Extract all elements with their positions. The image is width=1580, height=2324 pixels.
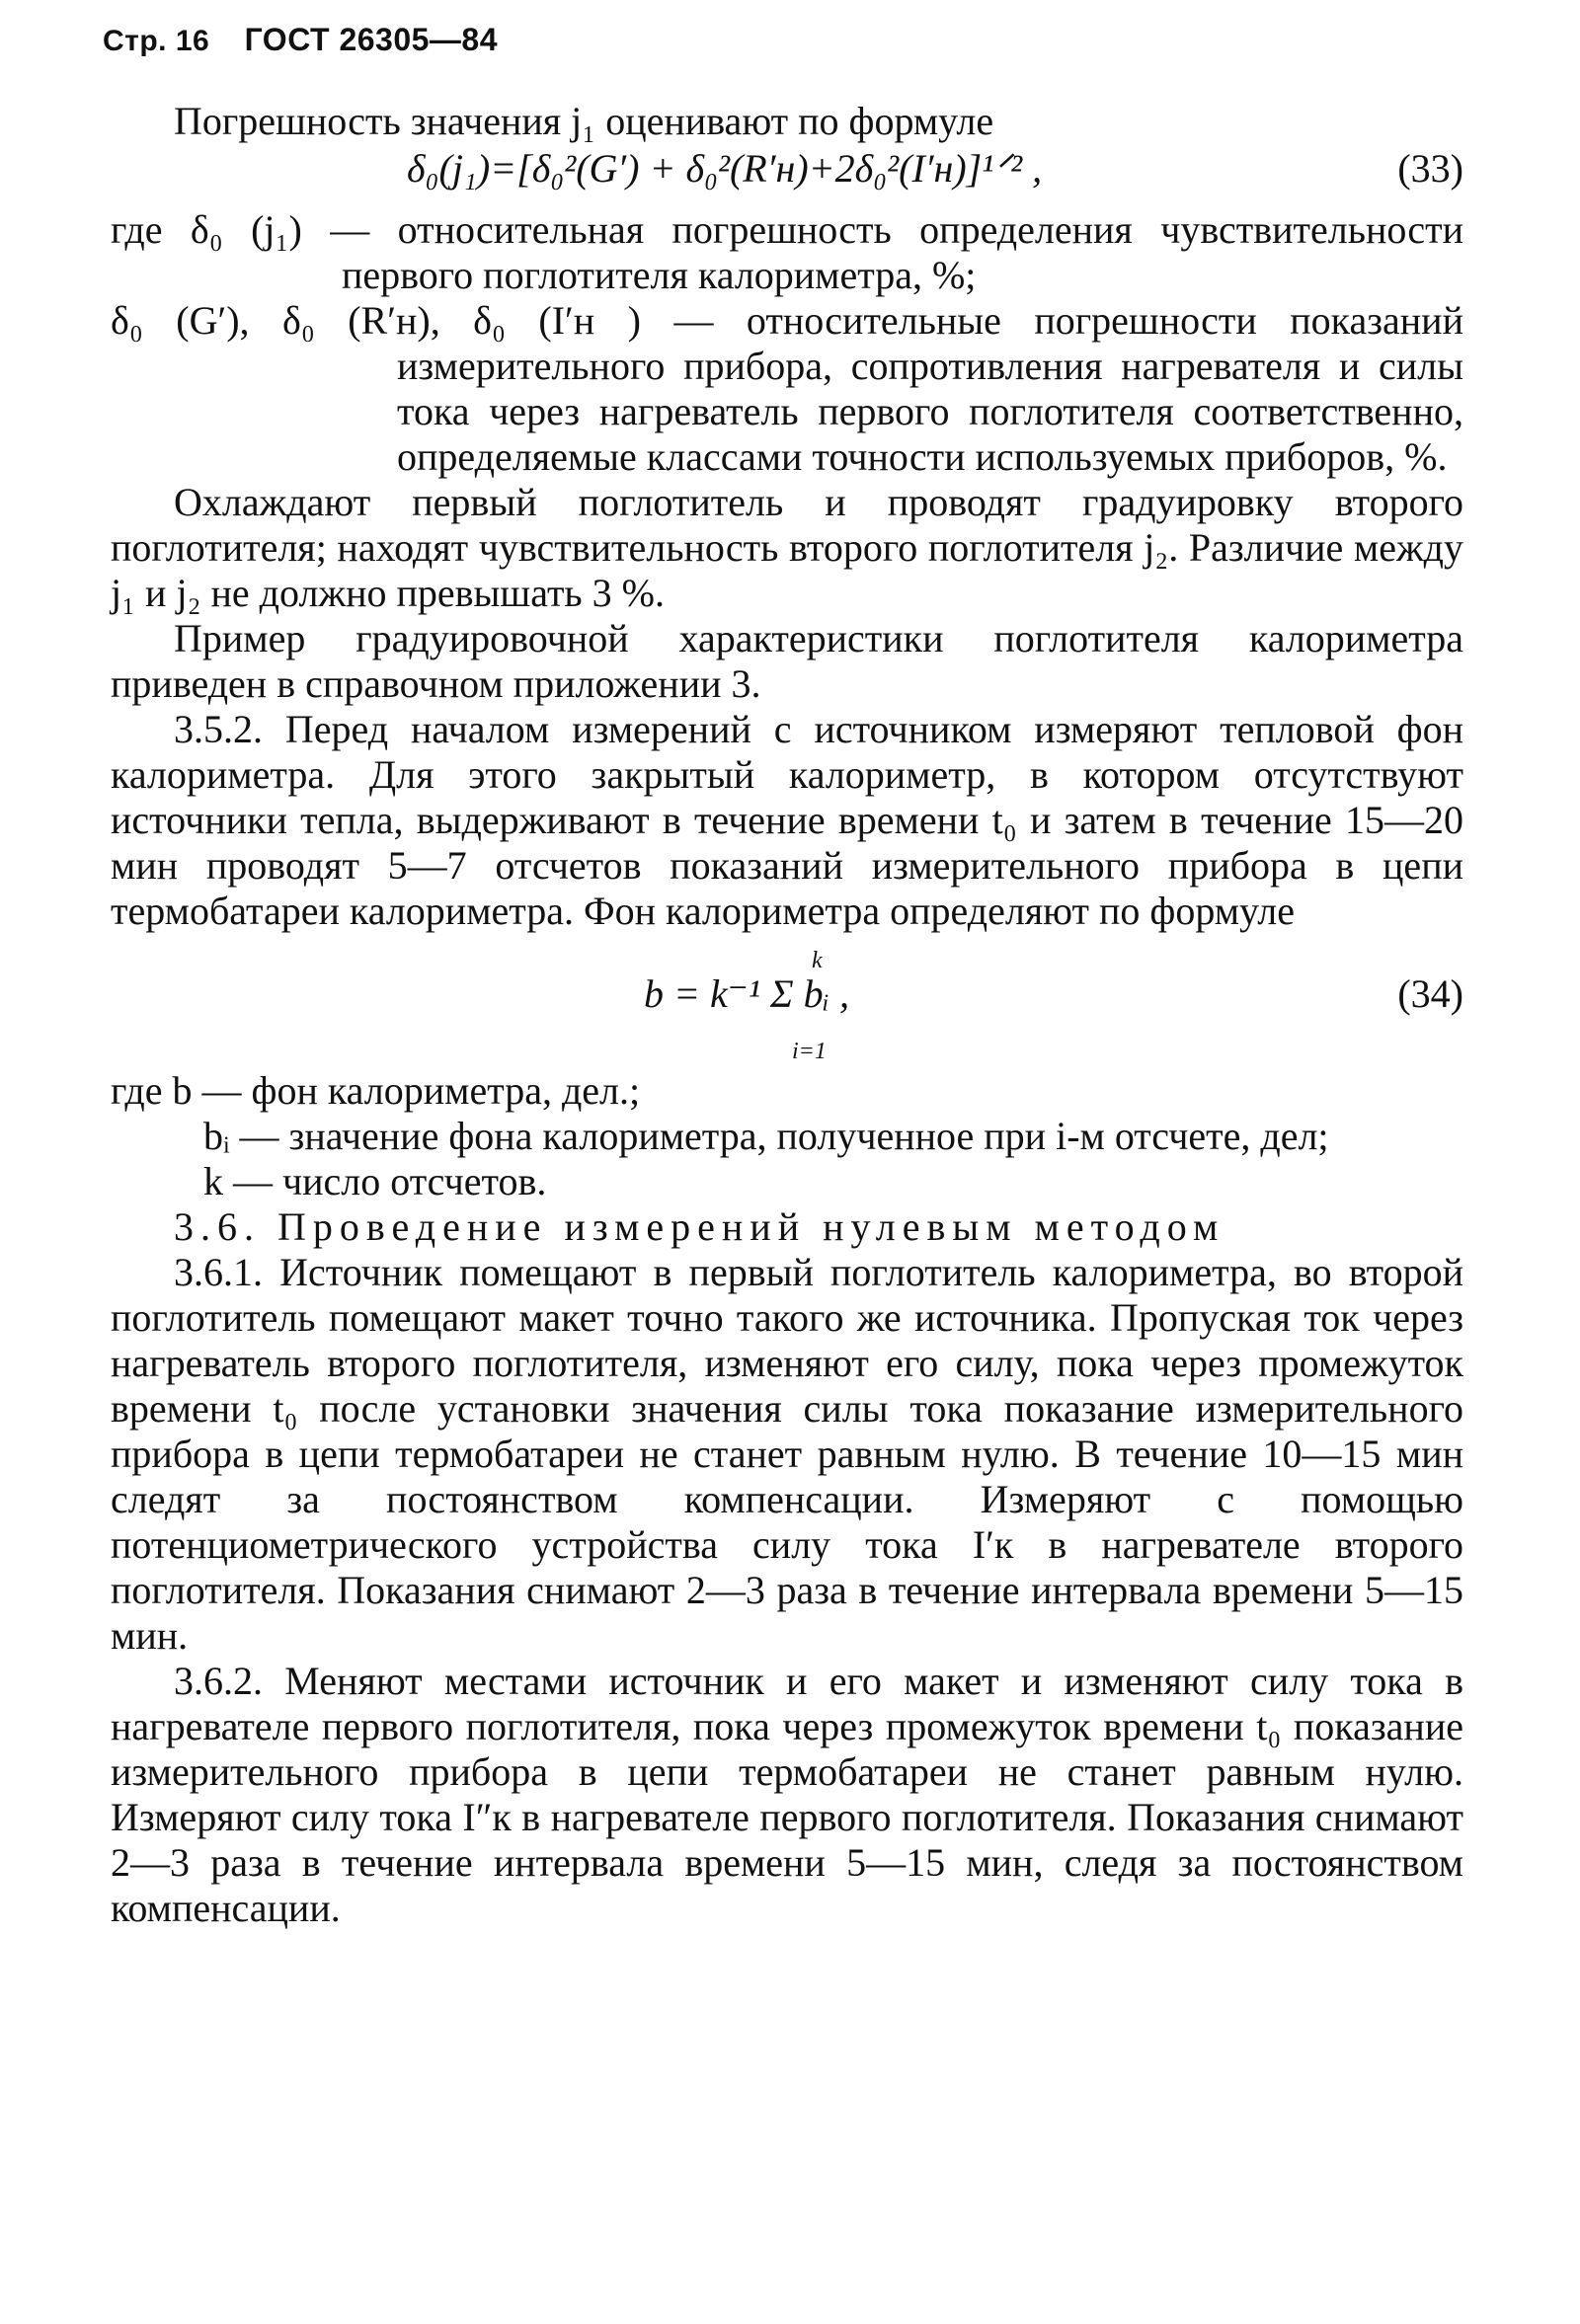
paragraph-3-6-2: 3.6.2. Меняют местами источник и его макет и изменяют силу тока в нагревателе первого поглотителя, пока через промежуток времени t₀ показание измерительного прибора в цепи термобатареи не станет равным нулю. Измеряют силу тока I″к в нагревателе первого поглотителя. Показания снимают 2—3 раза в течение интервала времени 5—15 мин, следя за постоянством компенсации. [111,1659,1463,1930]
definition-item [111,1068,1463,1114]
sum-lower-limit: i=1 [792,1039,827,1064]
definition-term: где b — [111,1068,252,1113]
sum-upper-limit: k [812,948,823,973]
definition-term: где δ₀ (j₁) — [111,207,398,252]
definition-item [111,207,1463,298]
paragraph-3-6-1: 3.6.1. Источник помещают в первый поглотитель калориметра, во второй поглотитель помещают макет точно такого же источника. Пропуская ток через нагреватель второго поглотителя, изменяют его силу, пока через промежуток времени t₀ после установки значения силы тока показание измерительного прибора в цепи термобатареи не станет равным нулю. В течение 10—15 мин следят за постоянством компенсации. Измеряют с помощью потенциометрического устройства силу тока I′к в нагревателе второго поглотителя. Показания снимают 2—3 раза в течение интервала времени 5—15 мин. [111,1250,1463,1658]
formula-34 [111,938,1463,1068]
formula-34-expression: b = k⁻¹ Σ bᵢ , [644,971,849,1016]
definition-item [111,1114,1463,1159]
section-heading-3-6: 3.6. Проведение измерений нулевым методом [174,1204,1225,1249]
definition-text: фон калориметра, дел.; [251,1068,641,1113]
page-body [111,99,1463,1931]
formula-34-number: (34) [1397,971,1463,1016]
page-header [103,22,498,58]
definition-text: число отсчетов. [282,1159,547,1203]
definition-text: относительная погрешность определения чувствительности первого поглотителя калориметра, %; [342,207,1464,297]
paragraph-example: Пример градуировочной характеристики поглотителя калориметра приведен в справочном приложении 3. [111,616,1463,706]
paragraph-cooling: Охлаждают первый поглотитель и проводят градуировку второго поглотителя; находят чувствительность второго поглотителя j₂. Различие между j₁ и j₂ не должно превышать 3 %. [111,480,1463,615]
where-list-33 [111,207,1463,480]
definition-term: δ₀ (G′), δ₀ (R′н), δ₀ (I′н ) — [111,298,747,343]
page-number: Стр. 16 [103,25,210,57]
standard-number: ГОСТ 26305—84 [244,22,499,57]
definition-text: значение фона калориметра, полученное при i-м отсчете, дел; [288,1114,1329,1158]
where-list-34 [111,1068,1463,1204]
definition-item [111,1159,1463,1204]
paragraph-3-5-2: 3.5.2. Перед началом измерений с источником измеряют тепловой фон калориметра. Для этого закрытый калориметр, в котором отсутствуют источники тепла, выдерживают в течение времени t₀ и затем в течение 15—20 мин проводят 5—7 отсчетов показаний измерительного прибора в цепи термобатареи калориметра. Фон калориметра определяют по формуле [111,707,1463,933]
definition-item [111,298,1463,480]
definition-term: bᵢ — [203,1114,289,1158]
definition-term: k — [203,1159,282,1203]
formula-33-expression: δ₀(j₁)=[δ₀²(G′) + δ₀²(R′н)+2δ₀²(I′н)]¹ᐟ² , [407,146,1043,191]
formula-33-number: (33) [1397,146,1463,191]
intro-text: Погрешность значения j₁ оценивают по формуле [174,99,994,143]
formula-33 [111,146,1463,201]
definition-text: относительные погрешности показаний измерительного прибора, сопротивления нагревателя и силы тока через нагреватель первого поглотителя соответственно, определяемые классами точности используемых приборов, %. [397,298,1463,479]
